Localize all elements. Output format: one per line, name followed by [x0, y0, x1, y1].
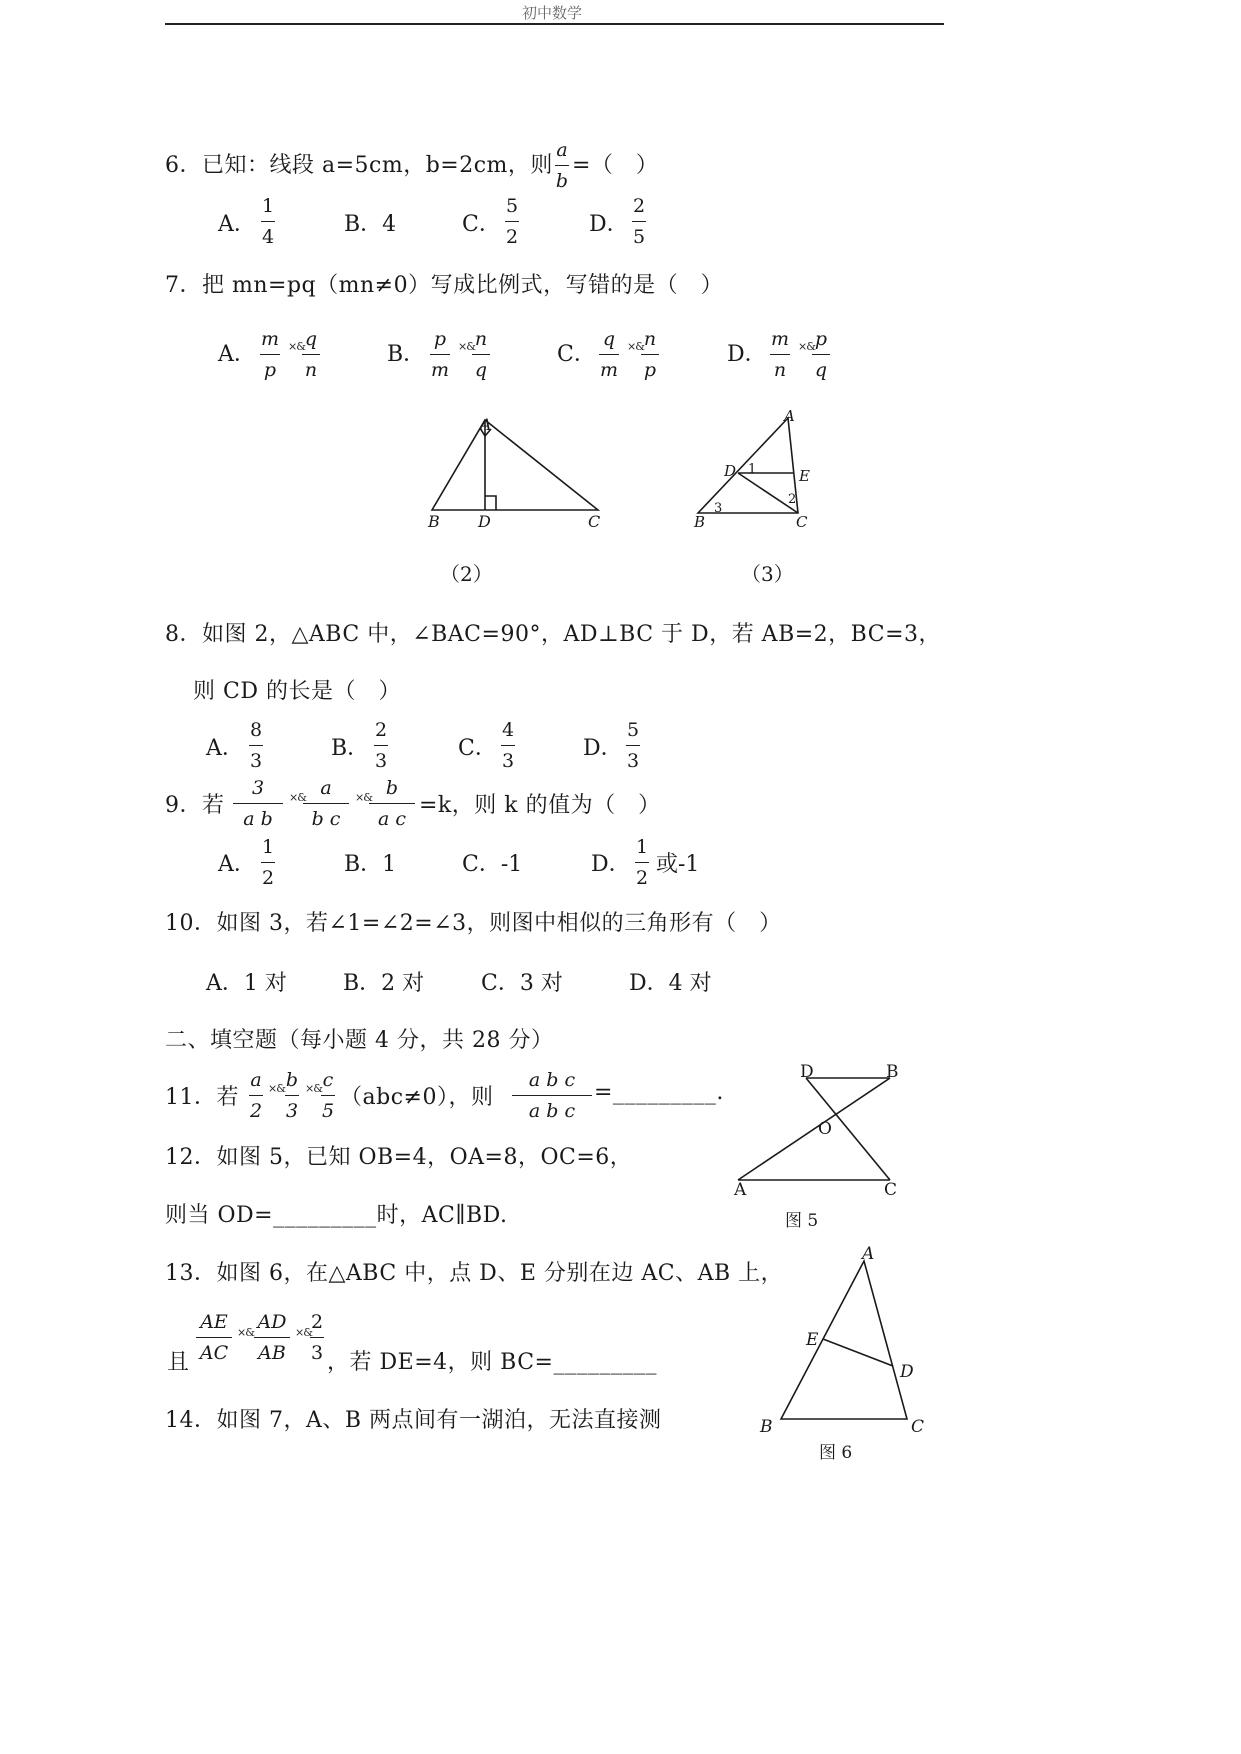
q11-suffix: =_________. — [594, 1080, 724, 1105]
q7-option-b-garbled-equals: ×& — [458, 340, 476, 353]
q11-fraction-1: a 2 — [249, 1069, 263, 1122]
q8-option-c-fraction: 4 3 — [501, 719, 515, 772]
q13-line-1: 13．如图 6，在△ABC 中，点 D、E 分别在边 AC、AB 上， — [165, 1261, 784, 1286]
q7-option-d-garbled-equals: ×& — [798, 340, 816, 353]
figure-6-label-a: A — [862, 1244, 875, 1264]
q8-option-b-fraction: 2 3 — [374, 719, 388, 772]
q8-option-d-fraction: 5 3 — [626, 719, 640, 772]
q13-fraction-3: 2 3 — [310, 1311, 324, 1364]
q9-option-d-suffix: 或-1 — [656, 852, 700, 877]
q13-suffix: ，若 DE=4，则 BC=_________ — [327, 1350, 657, 1375]
q8-option-a-fraction: 8 3 — [249, 719, 263, 772]
figure-2-label-a: A — [480, 415, 492, 434]
q6-fraction: a b — [555, 139, 569, 192]
q12-line-1: 12．如图 5，已知 OB=4，OA=8，OC=6， — [165, 1145, 633, 1170]
q13-fraction-1: AE AC — [196, 1313, 232, 1363]
q10-option-d: D．4 对 — [629, 971, 712, 996]
figure-6-label-d: D — [900, 1362, 914, 1382]
q6-option-a-fraction: 1 4 — [261, 195, 275, 248]
figure-5-segment-ab — [738, 1078, 890, 1180]
q7-option-b-right-fraction: n q — [472, 330, 490, 380]
q9-prefix: 9．若 — [165, 793, 225, 818]
q7-option-a-left-fraction: m p — [260, 328, 280, 381]
figure-3 — [690, 403, 820, 533]
q9-garbled-equals-2: ×& — [355, 791, 373, 804]
figure-3-caption: （3） — [741, 562, 794, 586]
q8-option-c-label: C． — [458, 736, 497, 761]
figure-5 — [728, 1058, 908, 1203]
figure-5-caption: 图 5 — [785, 1211, 819, 1231]
q7-option-c-garbled-equals: ×& — [627, 340, 645, 353]
figure-3-angle-3: 3 — [714, 501, 723, 516]
q9-option-c: C．-1 — [462, 852, 523, 877]
figure-5-label-c: C — [884, 1180, 898, 1200]
q9-option-a-label: A． — [218, 852, 256, 877]
q10-option-a: A．1 对 — [206, 971, 287, 996]
figure-2-label-c: C — [588, 512, 601, 531]
figure-2-triangle — [432, 420, 598, 510]
q8-option-a-label: A． — [206, 736, 244, 761]
figure-3-label-e: E — [799, 467, 810, 485]
q7-option-a-garbled-equals: ×& — [288, 340, 306, 353]
q8-option-d-label: D． — [583, 736, 623, 761]
q13-garbled-equals-1: ×& — [237, 1326, 255, 1339]
q12-line-2: 则当 OD=_________时，AC∥BD. — [165, 1203, 508, 1228]
header-rule — [165, 23, 944, 25]
q10-text: 10．如图 3，若∠1=∠2=∠3，则图中相似的三角形有（ ） — [165, 911, 782, 936]
q11-fraction-3: c 5 — [321, 1069, 335, 1122]
q11-prefix: 11．若 — [165, 1085, 239, 1110]
figure-5-label-a: A — [734, 1180, 747, 1200]
figure-6-caption: 图 6 — [819, 1443, 853, 1463]
q7-option-d-left-fraction: m n — [770, 328, 790, 381]
figure-2-caption: （2） — [440, 562, 493, 586]
q6-suffix: =（ ） — [572, 153, 659, 178]
figure-2-label-d: D — [478, 512, 491, 531]
figure-2-label-b: B — [428, 512, 440, 531]
figure-6-label-e: E — [806, 1330, 819, 1350]
figure-6-triangle — [781, 1261, 907, 1419]
q9-option-d-fraction: 1 2 — [635, 836, 649, 889]
figure-2-right-angle-mark — [485, 496, 496, 510]
q11-fraction-4: a b c a b c — [512, 1071, 592, 1121]
figure-3-label-b: B — [694, 513, 706, 531]
q6-option-d-fraction: 2 5 — [632, 195, 646, 248]
q6-option-d-label: D． — [589, 212, 629, 237]
figure-6-label-c: C — [911, 1417, 925, 1437]
figure-5-label-b: B — [886, 1062, 899, 1082]
section-2-heading: 二、填空题（每小题 4 分，共 28 分） — [165, 1028, 554, 1053]
figure-3-angle-1: 1 — [748, 462, 757, 477]
figure-2 — [420, 412, 620, 532]
q9-fraction-2: a b c — [303, 779, 349, 829]
figure-6 — [750, 1243, 935, 1438]
figure-5-label-d: D — [800, 1062, 814, 1082]
q13-prefix: 且 — [167, 1350, 190, 1375]
q6-option-c-label: C． — [462, 212, 501, 237]
figure-6-segment-ed — [823, 1339, 893, 1366]
figure-3-label-d: D — [724, 462, 737, 480]
q7-option-d-label: D． — [727, 342, 767, 367]
figure-3-angle-2: 2 — [788, 492, 797, 507]
q8-line-2: 则 CD 的长是（ ） — [193, 679, 401, 704]
q7-option-c-right-fraction: n p — [641, 330, 659, 380]
q6-option-c-fraction: 5 2 — [505, 195, 519, 248]
q11-middle: （abc≠0），则 — [340, 1085, 494, 1110]
q8-option-b-label: B． — [331, 736, 370, 761]
q9-fraction-1: 3 a b — [233, 779, 283, 829]
q13-garbled-equals-2: ×& — [295, 1326, 313, 1339]
figure-6-label-b: B — [760, 1417, 773, 1437]
q9-fraction-3: b a c — [369, 779, 415, 829]
figure-5-label-o: O — [818, 1119, 832, 1139]
q7-option-b-left-fraction: p m — [430, 328, 450, 381]
q9-option-d-label: D． — [591, 852, 631, 877]
q11-garbled-equals-1: ×& — [268, 1082, 286, 1095]
q10-option-c: C．3 对 — [481, 971, 563, 996]
q9-option-b: B．1 — [344, 852, 397, 877]
q13-fraction-2: AD AB — [254, 1313, 290, 1363]
q6-prefix: 6．已知：线段 a=5cm，b=2cm，则 — [165, 153, 553, 178]
q7-text: 7．把 mn=pq（mn≠0）写成比例式，写错的是（ ） — [165, 273, 724, 298]
q7-option-b-label: B． — [387, 342, 426, 367]
figure-3-label-c: C — [796, 513, 808, 531]
q7-option-c-label: C． — [557, 342, 596, 367]
q11-fraction-2: b 3 — [285, 1069, 299, 1122]
q9-garbled-equals-1: ×& — [289, 791, 307, 804]
q7-option-a-label: A． — [218, 342, 256, 367]
figure-3-label-a: A — [784, 407, 795, 425]
q8-line-1: 8．如图 2，△ABC 中，∠BAC=90°，AD⊥BC 于 D，若 AB=2，BC=3， — [165, 622, 942, 647]
q9-option-a-fraction: 1 2 — [261, 836, 275, 889]
q6-option-b: B．4 — [344, 212, 397, 237]
q10-option-b: B．2 对 — [343, 971, 425, 996]
q11-garbled-equals-2: ×& — [305, 1082, 323, 1095]
q14-text: 14．如图 7，A、B 两点间有一湖泊，无法直接测 — [165, 1408, 662, 1433]
q7-option-a-right-fraction: q n — [302, 330, 320, 380]
page-header: 初中数学 — [522, 4, 583, 22]
q9-suffix: =k，则 k 的值为（ ） — [419, 793, 661, 818]
q6-option-a-label: A． — [218, 212, 256, 237]
q7-option-c-left-fraction: q m — [599, 328, 619, 381]
q7-option-d-right-fraction: p q — [812, 330, 830, 380]
